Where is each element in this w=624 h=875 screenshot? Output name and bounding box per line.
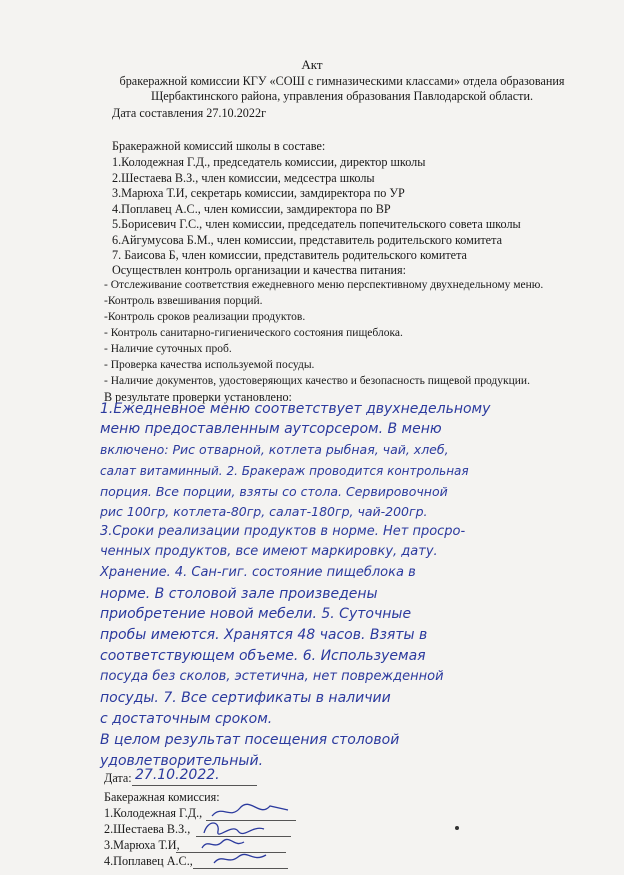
result-intro: В результате проверки установлено: [104, 390, 292, 404]
handwritten-line-18: удовлетворительный. [100, 753, 264, 769]
member-3: 3.Марюха Т.И, секретарь комиссии, замдиректора по УР [112, 186, 405, 200]
member-6: 6.Айгумусова Б.М., член комиссии, представитель родительского комитета [112, 233, 502, 247]
member-4: 4.Поплавец А.С., член комиссии, замдиректора по ВР [112, 202, 391, 216]
signature-4 [210, 851, 280, 869]
handwritten-line-4: салат витаминный. 2. Бракераж проводится контрольная [100, 464, 469, 478]
handwritten-line-12: пробы имеются. Хранятся 48 часов. Взяты в [100, 627, 428, 643]
handwritten-line-8: ченных продуктов, все имеют маркировку, дату. [100, 544, 438, 559]
commission-label: Бакеражная комиссия: [104, 790, 220, 804]
doc-header-line-1: бракеражной комиссии КГУ «СОШ с гимназическими классами» отдела образования [119, 74, 565, 88]
member-2: 2.Шестаева В.З., член комиссии, медсестра школы [112, 171, 375, 185]
ink-dot [455, 826, 459, 830]
date-underline [132, 785, 257, 786]
handwritten-line-16: с достаточным сроком. [100, 711, 273, 727]
doc-header-line-2: Щербактинского района, управления образования Павлодарской области. [150, 89, 534, 103]
composition-intro: Бракеражной комиссий школы в составе: [112, 139, 326, 153]
handwritten-line-5: порция. Все порции, взяты со стола. Сервировочной [100, 484, 448, 499]
handwritten-line-1: 1.Ежедневное меню соответствует двухнедельному [100, 401, 491, 417]
signatory-4: 4.Поплавец А.С., [104, 854, 193, 868]
signatory-1: 1.Колодежная Г.Д., [104, 806, 203, 820]
control-item-3: -Контроль сроков реализации продуктов. [104, 311, 306, 323]
handwritten-line-14: посуда без сколов, эстетична, нет поврежденной [100, 669, 444, 684]
control-item-7: - Наличие документов, удостоверяющих качество и безопасность пищевой продукции. [104, 375, 530, 387]
date-label: Дата: [104, 771, 132, 785]
signatory-2: 2.Шестаева В.З., [104, 822, 191, 836]
handwritten-line-10: норме. В столовой зале произведены [100, 586, 378, 602]
handwritten-line-15: посуды. 7. Все сертификаты в наличии [100, 690, 391, 706]
handwritten-line-17: В целом результат посещения столовой [100, 732, 400, 748]
handwritten-line-9: Хранение. 4. Сан-гиг. состояние пищеблока в [100, 565, 416, 580]
control-item-5: - Наличие суточных проб. [104, 343, 232, 355]
member-7: 7. Баисова Б, член комиссии, представитель родительского комитета [112, 248, 467, 262]
handwritten-line-11: приобретение новой мебели. 5. Суточные [100, 606, 412, 622]
member-5: 5.Борисевич Г.С., член комиссии, председатель попечительского совета школы [112, 217, 521, 231]
control-item-6: - Проверка качества используемой посуды. [104, 359, 315, 371]
handwritten-line-13: соответствующем объеме. 6. Используемая [100, 648, 426, 664]
member-1: 1.Колодежная Г.Д., председатель комиссии, директор школы [112, 155, 426, 169]
handwritten-line-6: рис 100гр, котлета-80гр, салат-180гр, чай-200гр. [100, 504, 428, 519]
date-handwritten: 27.10.2022. [135, 767, 220, 783]
control-item-2: -Контроль взвешивания порций. [104, 295, 263, 307]
handwritten-line-2: меню предоставленным аутсорсером. В меню [100, 421, 442, 437]
handwritten-line-3: включено: Рис отварной, котлета рыбная, чай, хлеб, [100, 442, 449, 457]
control-item-1: - Отслеживание соответствия ежедневного меню перспективному двухнедельному меню. [104, 279, 544, 291]
doc-title: Акт [301, 57, 323, 72]
control-item-4: - Контроль санитарно-гигиенического состояния пищеблока. [104, 327, 403, 339]
doc-date-line: Дата составления 27.10.2022г [112, 106, 267, 120]
control-intro: Осуществлен контроль организации и качества питания: [112, 263, 407, 277]
signatory-3: 3.Марюха Т.И, [104, 838, 180, 852]
handwritten-line-7: 3.Сроки реализации продуктов в норме. Нет просро- [100, 524, 466, 539]
